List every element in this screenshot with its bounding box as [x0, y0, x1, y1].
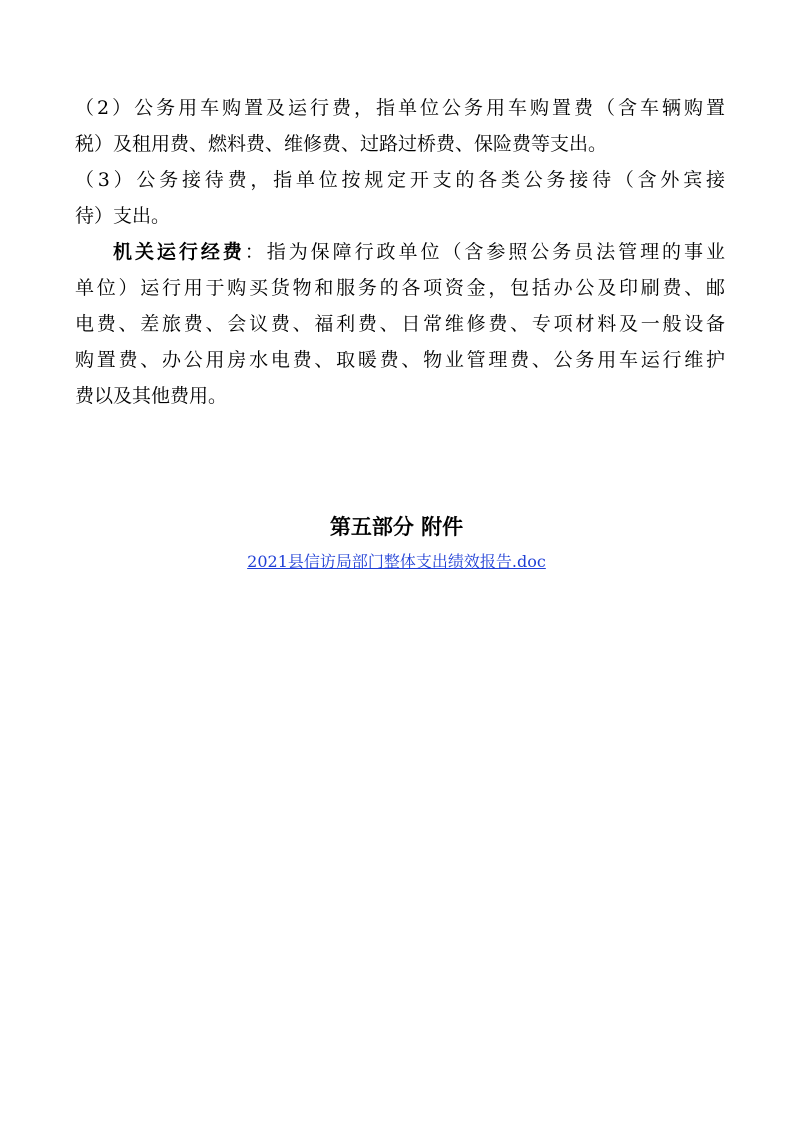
paragraph-reception-expense-line-1: （3）公务接待费，指单位按规定开支的各类公务接待（含外宾接 — [75, 169, 725, 191]
paragraph-operating-expense-line-1 — [75, 234, 725, 270]
paragraph-vehicle-expense-line-1: （2）公务用车购置及运行费，指单位公务用车购置费（含车辆购置 — [75, 97, 725, 119]
document-body — [75, 90, 725, 414]
paragraph-vehicle-expense-line-2: 税）及租用费、燃料费、维修费、过路过桥费、保险费等支出。 — [75, 133, 608, 155]
paragraph-operating-expense-line-4: 购置费、办公用房水电费、取暖费、物业管理费、公务用车运行维护 — [75, 349, 725, 371]
paragraph-operating-expense-line-5: 费以及其他费用。 — [75, 385, 228, 407]
paragraph-reception-expense-line-2: 待）支出。 — [75, 205, 171, 227]
operating-expense-term: 机关运行经费 — [113, 241, 245, 263]
attachment-container — [0, 551, 793, 573]
operating-expense-definition-start: ：指为保障行政单位（含参照公务员法管理的事业 — [244, 241, 725, 263]
attachment-link[interactable]: 2021县信访局部门整体支出绩效报告.doc — [247, 552, 546, 571]
paragraph-operating-expense-line-2: 单位）运行用于购买货物和服务的各项资金，包括办公及印刷费、邮 — [75, 277, 725, 299]
section-title: 第五部分 附件 — [329, 515, 464, 539]
paragraph-operating-expense-line-3: 电费、差旅费、会议费、福利费、日常维修费、专项材料及一般设备 — [75, 313, 725, 335]
